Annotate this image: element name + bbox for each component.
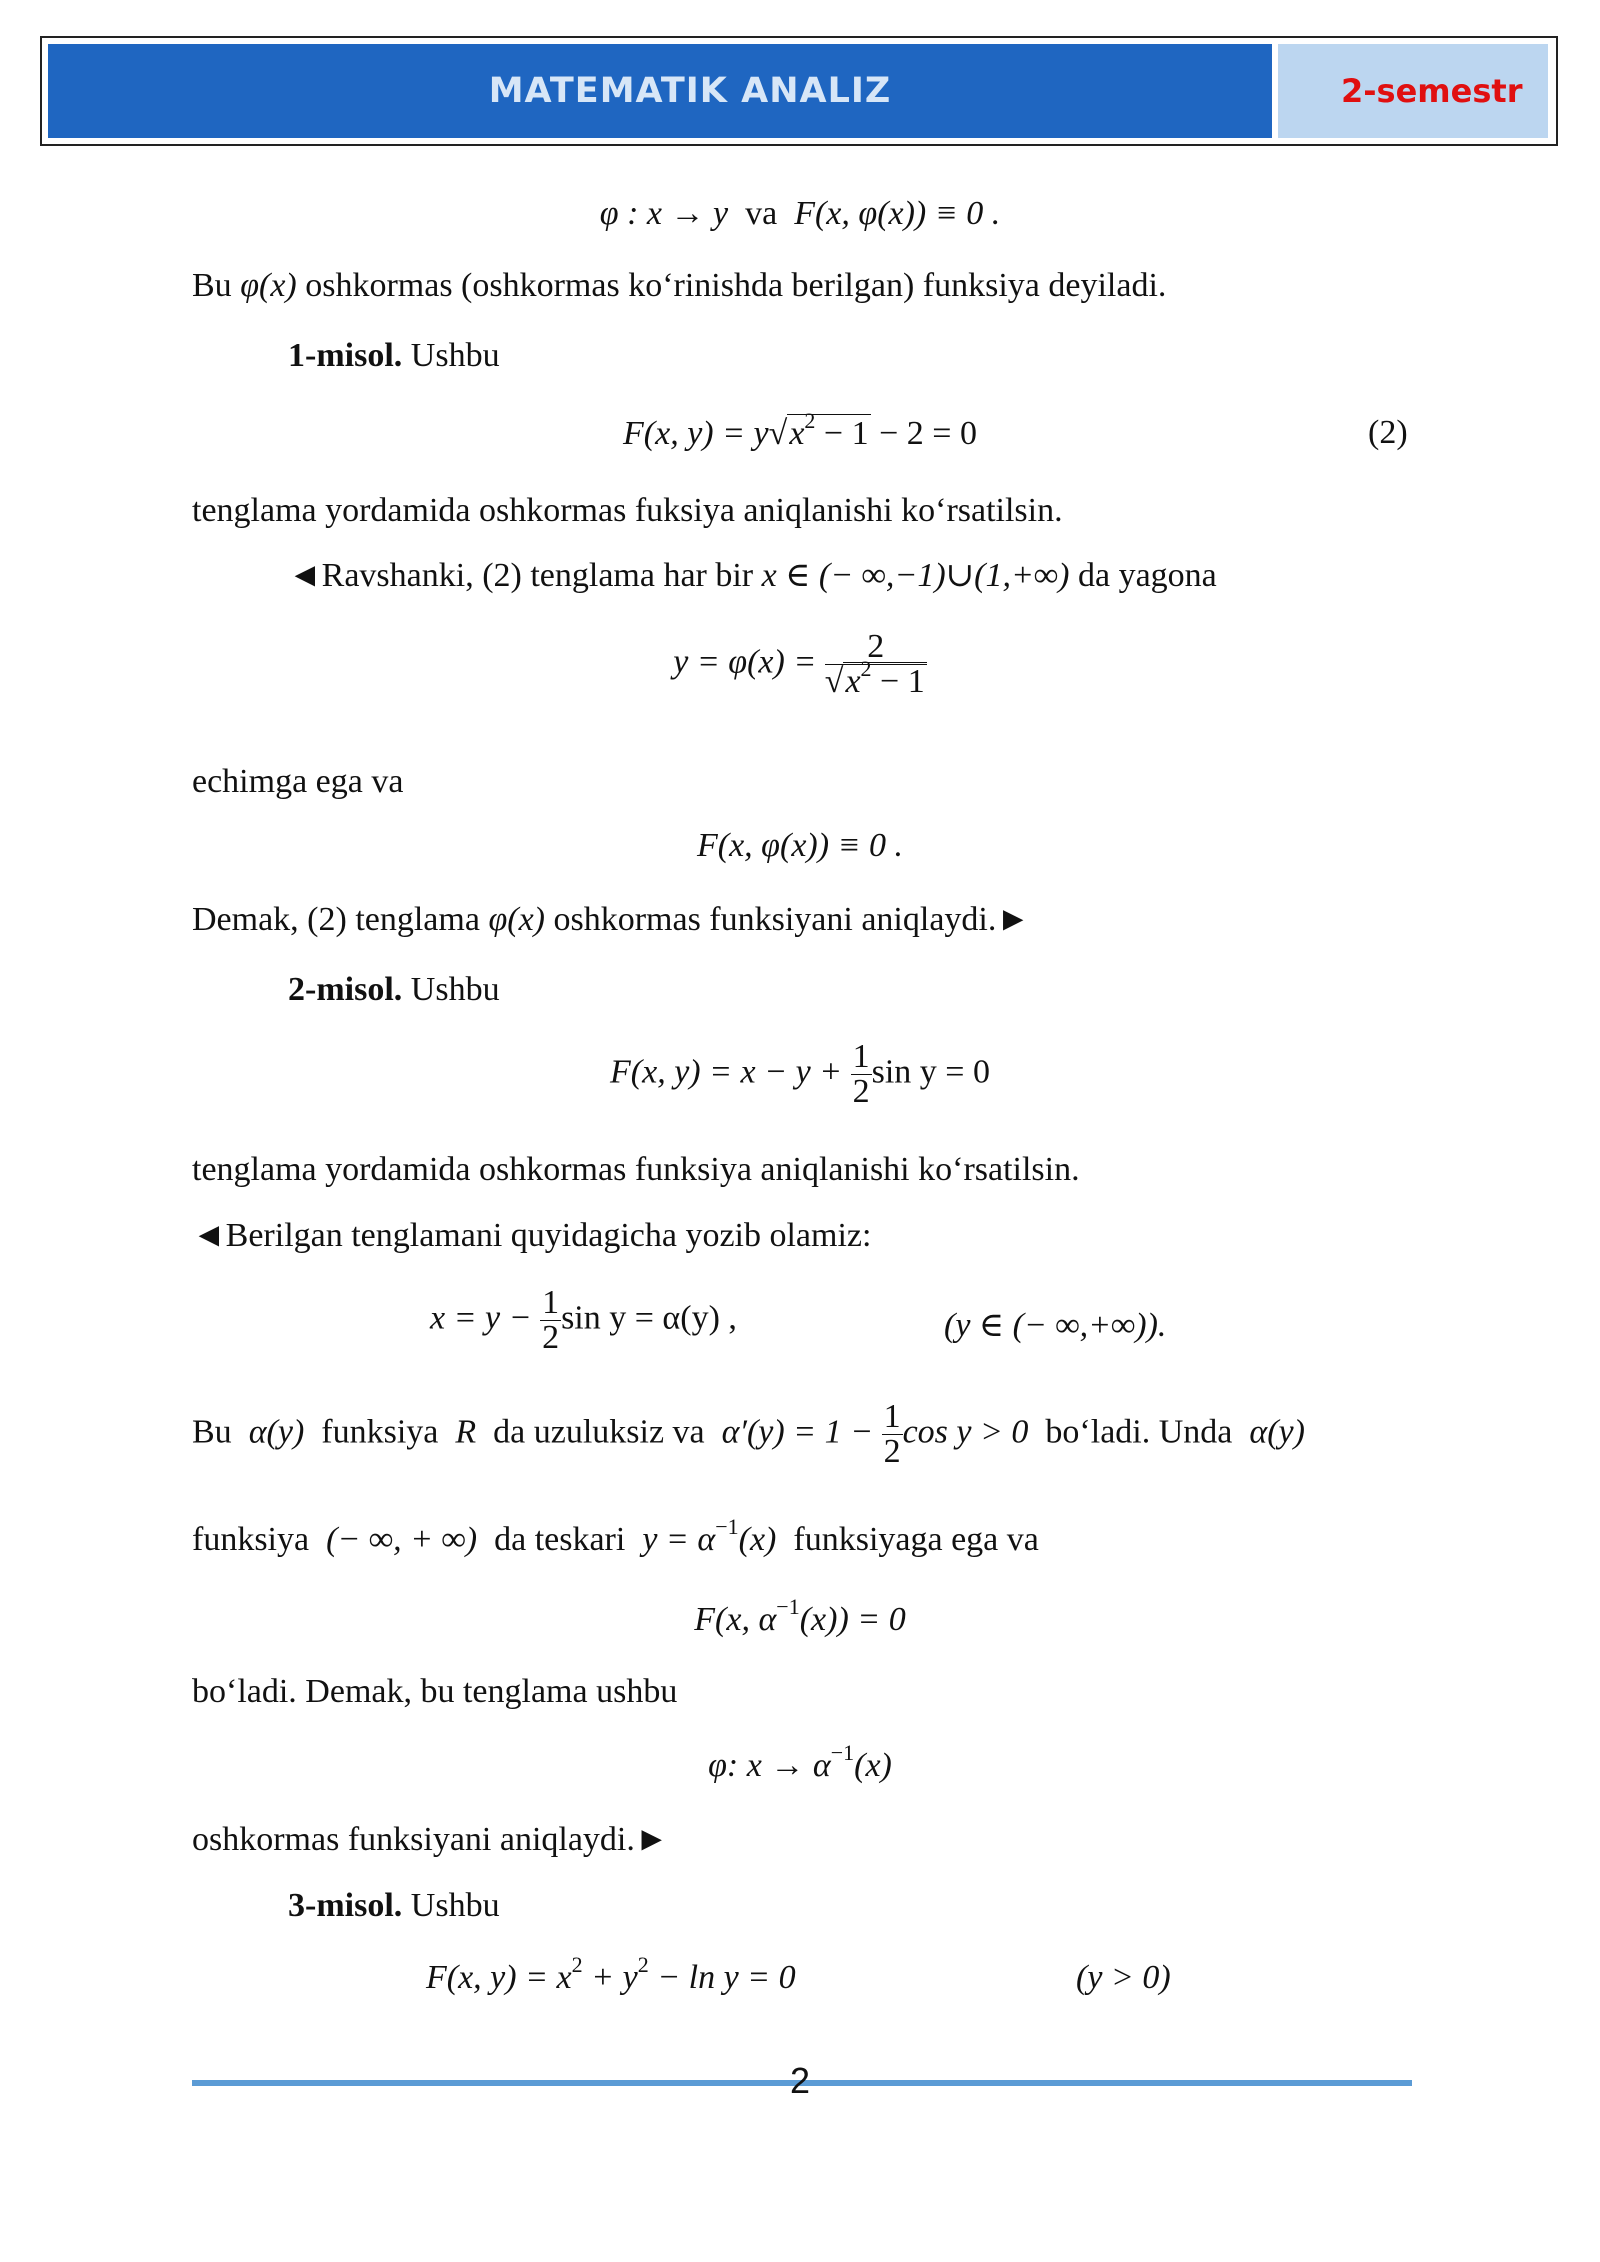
paragraph-ex1-conclusion: Demak, (2) tenglama φ(x) oshkormas funksiyani aniqlaydi.► (192, 901, 1031, 938)
equation-map: φ: $x \to \alpha^{-1}(x)$ (708, 1740, 892, 1784)
paragraph-boladi: bo‘ladi. Demak, bu tenglama ushbu (192, 1673, 678, 1710)
equation-alpha: x = y − $\frac{1}{2}$ sin y = α(y) , (430, 1284, 737, 1356)
fraction: $\frac{1}{2}$ (542, 1284, 560, 1356)
fraction: $\frac{2}{√x^2 - 1}$ (824, 628, 925, 700)
equation-solution: y = φ(x) = $\frac{2}{√x^2 - 1}$ (673, 628, 925, 700)
page-number: 2 (789, 2060, 811, 2101)
equation-identity: F(x, φ(x)) ≡ 0 . (697, 827, 903, 864)
paragraph-alpha-props: Bu α(y) funksiya R da uzuluksiz va α′(y) = 1 − $\frac{1}{2}$ cos y > 0 bo‘ladi. Unda α(y) (192, 1398, 1305, 1470)
paragraph-inverse: funksiya (− ∞, + ∞) da teskari $y = \alpha^{-1}(x)$ funksiyaga ega va (192, 1514, 1039, 1558)
equation-1: F(x, $y) = y√x^2 - 1 - 2 = 0$ (623, 408, 977, 452)
equation-3-condition: (y > 0) (1076, 1959, 1171, 1996)
page-header (40, 36, 1558, 146)
header-title: MATEMATIK ANALIZ (48, 44, 1272, 138)
header-semester: 2-semestr (1278, 44, 1548, 138)
equation-number: (2) (1368, 414, 1408, 451)
example-2-heading: 2-misol. Ushbu (288, 971, 500, 1008)
fraction: $\frac{1}{2}$ (883, 1398, 901, 1470)
paragraph-ex1-solution: ◄Ravshanki, (2) tenglama har bir x ∈ (− ∞,−1)∪(1,+∞) da yagona (288, 557, 1217, 594)
paragraph-ex1-task: tenglama yordamida oshkormas fuksiya aniqlanishi ko‘rsatilsin. (192, 492, 1063, 529)
fraction: $\frac{1}{2}$ (852, 1038, 870, 1110)
example-1-heading: 1-misol. Ushbu (288, 337, 500, 374)
equation-3: F(x, $y) = x^2 + y^2 - \ln y = 0$ (426, 1952, 796, 1996)
example-3-heading: 3-misol. Ushbu (288, 1887, 500, 1924)
equation-inverse: F(x, $\alpha^{-1}(x)) = 0$ (694, 1594, 906, 1638)
paragraph-ex2-task: tenglama yordamida oshkormas funksiya aniqlanishi ko‘rsatilsin. (192, 1151, 1080, 1188)
equation-2: F(x, y) = x − y + $\frac{1}{2}$ sin y = 0 (610, 1038, 990, 1110)
paragraph-ex2-conclusion: oshkormas funksiyani aniqlaydi.► (192, 1821, 669, 1858)
equation-phi-map: φ : x → y va F(x, φ(x)) ≡ 0 . (599, 195, 1001, 232)
equation-alpha-domain: (y ∈ (− ∞,+∞)). (944, 1307, 1167, 1344)
paragraph-echim: echimga ega va (192, 763, 404, 800)
paragraph-ex2-rewrite: ◄Berilgan tenglamani quyidagicha yozib olamiz: (192, 1217, 872, 1254)
paragraph-definition: Bu φ(x) oshkormas (oshkormas ko‘rinishda berilgan) funksiya deyiladi. (192, 267, 1167, 304)
